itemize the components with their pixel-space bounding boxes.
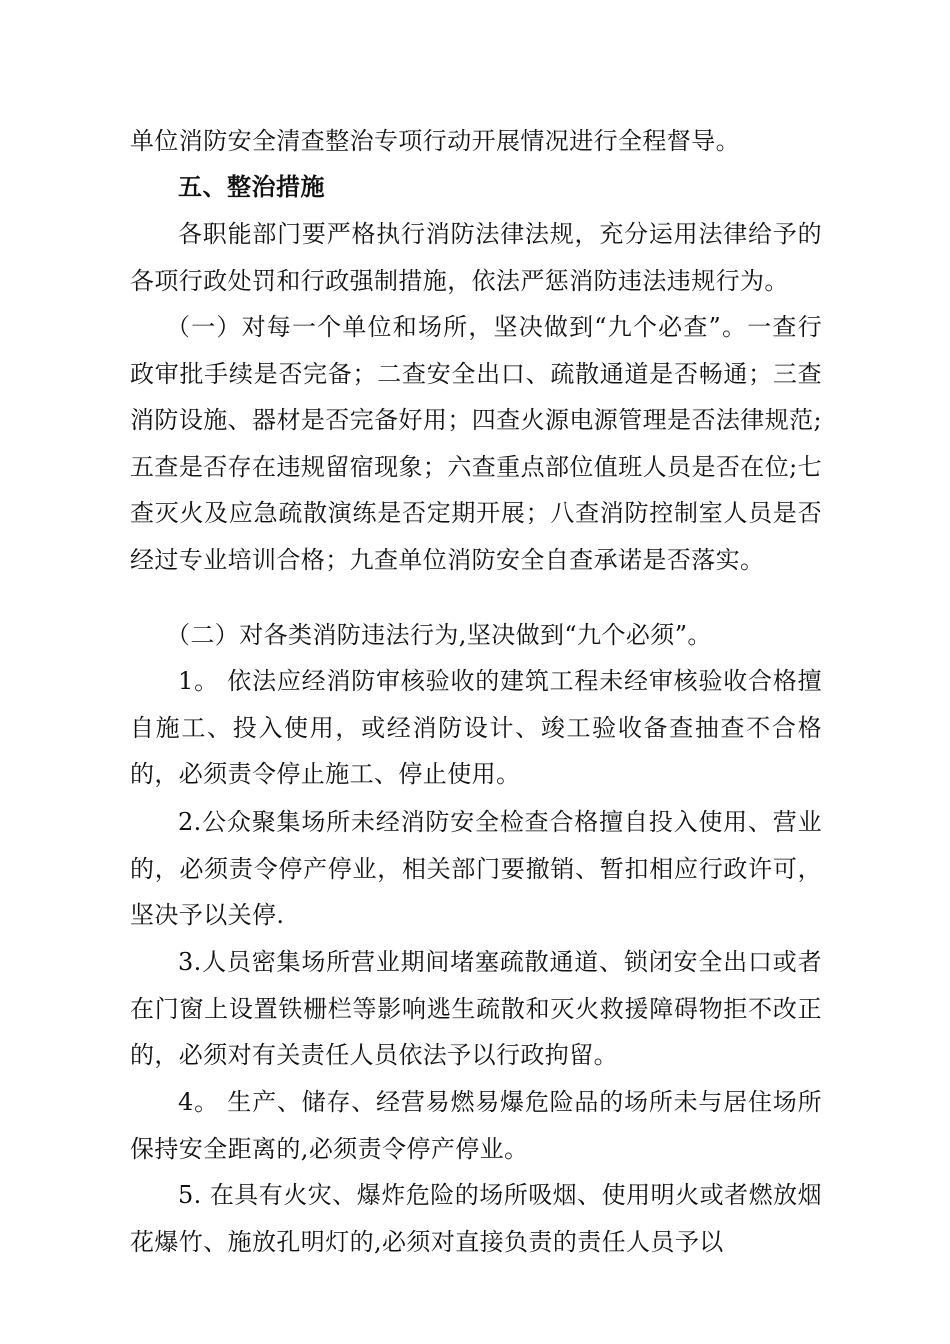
intro-paragraph: 各职能部门要严格执行消防法律法规，充分运用法律给予的各项行政处罚和行政强制措施，依法严惩消防违法违规行为。 (130, 220, 822, 295)
rule-1-paragraph: 1。 依法应经消防审核验收的建筑工程未经审核验收合格擅自施工、投入使用，或经消防设计、竣工验收备查抽查不合格的，必须责令停止施工、停止使用。 (130, 667, 822, 788)
section-heading: 五、整治措施 (178, 173, 325, 201)
rule-2-paragraph: 2.公众聚集场所未经消防安全检查合格擅自投入使用、营业的，必须责令停产停业，相关部门要撤销、暂扣相应行政许可，坚决予以关停. (130, 808, 822, 929)
item-two-paragraph: （二）对各类消防违法行为,坚决做到“九个必须”。 (166, 621, 712, 649)
continuation-paragraph: 单位消防安全清查整治专项行动开展情况进行全程督导。 (130, 127, 740, 155)
item-one-paragraph: （一）对每一个单位和场所，坚决做到“九个必查”。一查行政审批手续是否完备；二查安全出口、疏散通道是否畅通；三查消防设施、器材是否完备好用；四查火源电源管理是否法律规范;五查是否存在违规留宿现象；六查重点部位值班人员是否在位;七查灭火及应急疏散演练是否定期开展；八查消防控制室人员是否经过专业培训合格；九查单位消防安全自查承诺是否落实。 (130, 313, 822, 574)
rule-3-paragraph: 3.人员密集场所营业期间堵塞疏散通道、锁闭安全出口或者在门窗上设置铁栅栏等影响逃生疏散和灭火救援障碍物拒不改正的，必须对有关责任人员依法予以行政拘留。 (130, 948, 822, 1069)
rule-5-paragraph: 5. 在具有火灾、爆炸危险的场所吸烟、使用明火或者燃放烟花爆竹、施放孔明灯的,必须对直接负责的责任人员予以 (130, 1181, 822, 1256)
rule-4-paragraph: 4。 生产、储存、经营易燃易爆危险品的场所未与居住场所保持安全距离的,必须责令停产停业。 (130, 1088, 822, 1163)
